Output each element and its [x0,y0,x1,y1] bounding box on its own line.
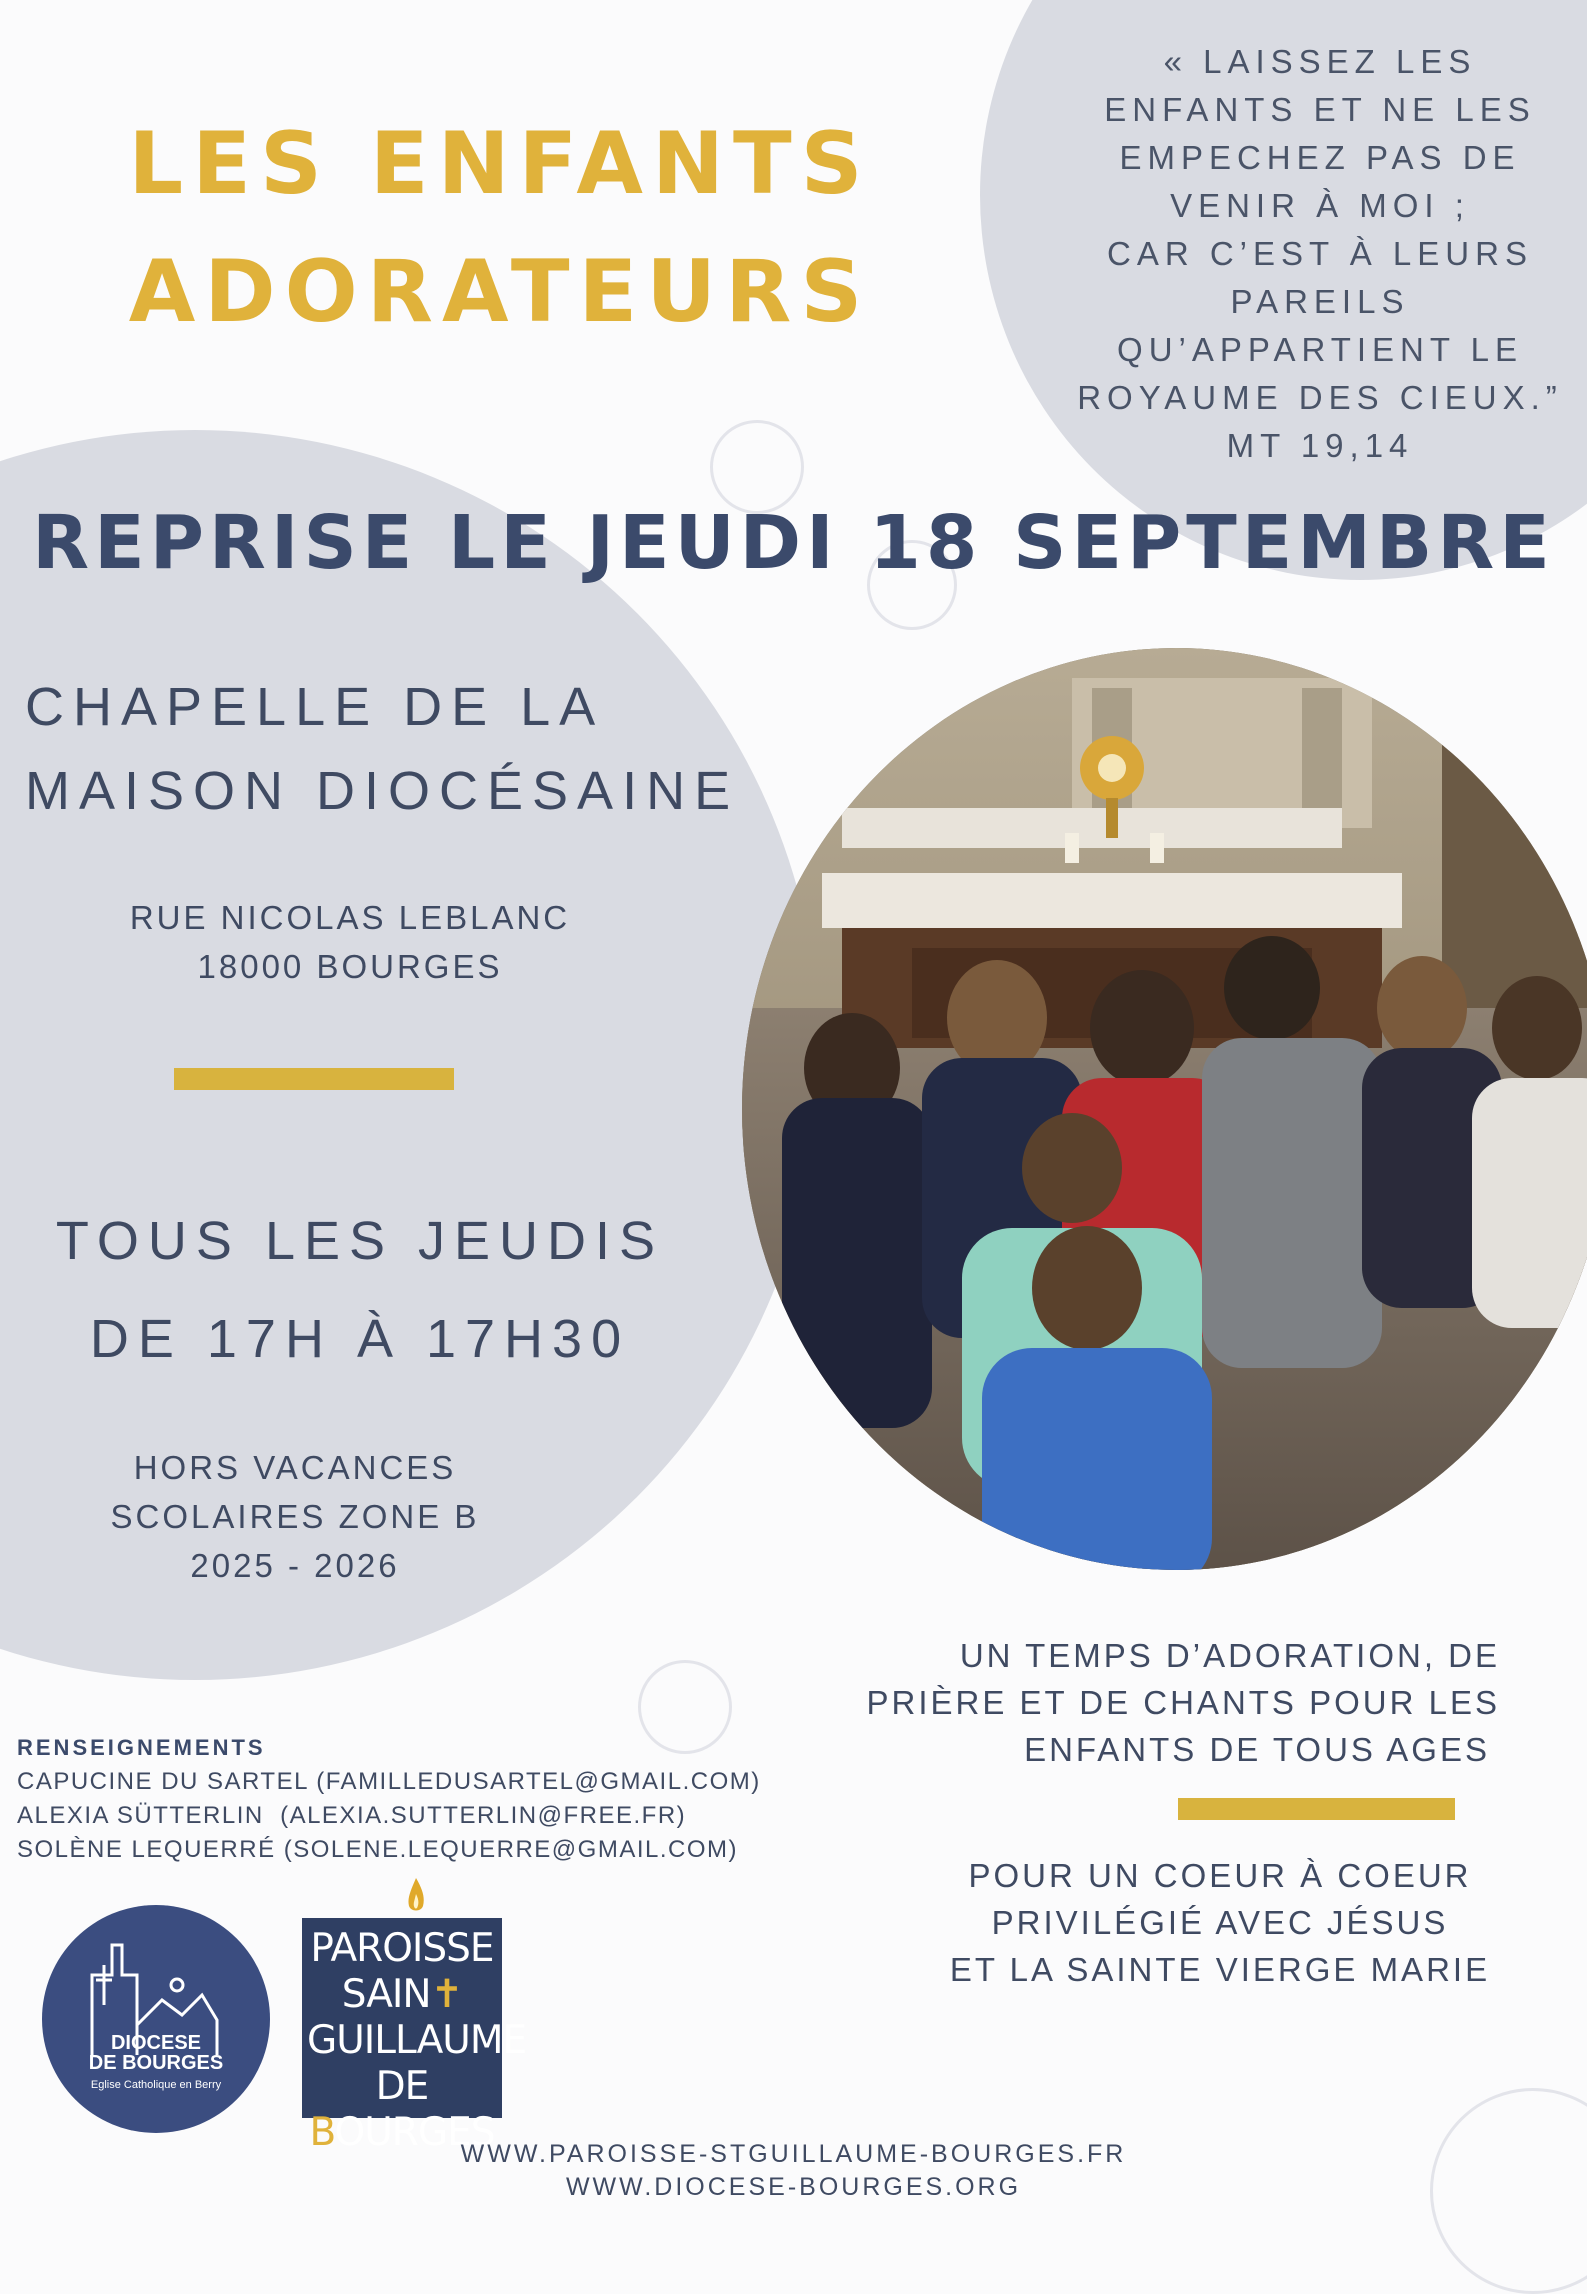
website-link[interactable]: WWW.DIOCESE-BOURGES.ORG [565,2173,1022,2201]
contacts-heading: RENSEIGNEMENTS [17,1735,266,1760]
diocese-line-1: DIOCESE [110,2032,202,2054]
paroisse-letter-b: B [309,2110,335,2155]
quote-line: QU’APPARTIENT LE [1117,331,1523,368]
quote-line: ROYAUME DES CIEUX.” [1077,379,1563,416]
holiday-exceptions [60,1443,530,1590]
purpose-line-1: POUR UN COEUR À COEUR [968,1857,1472,1894]
location-line-2: MAISON DIOCÉSAINE [25,761,740,821]
quote-line: « LAISSEZ LES [1163,43,1477,80]
quote-line: EMPECHEZ PAS DE [1119,139,1521,176]
contact-item[interactable]: CAPUCINE DU SARTEL (FAMILLEDUSARTEL@GMAIL.COM) [17,1768,761,1795]
location-line-1: CHAPELLE DE LA [25,677,605,737]
divider-bar [1178,1798,1455,1820]
contacts-list [17,1765,761,1867]
schedule [30,1192,690,1388]
schedule-line-2: DE 17H À 17H30 [89,1309,631,1369]
schedule-line-1: TOUS LES JEUDIS [55,1211,665,1271]
title-line-2: ADORATEURS [128,242,872,342]
quote-line: VENIR À MOI ; [1170,187,1470,224]
diocese-line-2: DE BOURGES [88,2052,224,2074]
diocese-logo[interactable] [42,1905,270,2133]
deco-ring [638,1660,732,1754]
title-line-1: LES ENFANTS [128,114,872,214]
description-line-2: PRIÈRE ET DE CHANTS POUR LES [866,1684,1500,1721]
exceptions-line-3: 2025 - 2026 [190,1547,400,1584]
reprise-headline: REPRISE LE JEUDI 18 SEPTEMBRE [32,500,1555,586]
paroisse-line-2 [307,1972,497,2018]
bible-quote [1045,38,1587,470]
divider-bar [174,1068,454,1090]
diocese-tagline: Eglise Catholique en Berry [90,2079,222,2091]
exceptions-line-2: SCOLAIRES ZONE B [110,1498,480,1535]
description-line-1: UN TEMPS D’ADORATION, DE [959,1637,1500,1674]
website-link[interactable]: WWW.PAROISSE-STGUILLAUME-BOURGES.FR [460,2140,1127,2168]
location-name [25,665,739,833]
exceptions-line-1: HORS VACANCES [133,1449,457,1486]
quote-line: PAREILS [1230,283,1410,320]
paroisse-line-1: PAROISSE [310,1926,494,1971]
cathedral-icon [42,1905,270,2133]
quote-line: ENFANTS ET NE LES [1104,91,1536,128]
purpose-line-2: PRIVILÉGIÉ AVEC JÉSUS [991,1904,1449,1941]
contact-item[interactable]: ALEXIA SÜTTERLIN (ALEXIA.SUTTERLIN@FREE.FR) [17,1802,687,1829]
adoration-photo [742,648,1587,1570]
address [90,893,610,991]
address-city: 18000 BOURGES [197,948,503,985]
paroisse-line-3: GUILLAUME [307,2018,527,2063]
contact-item[interactable]: SOLÈNE LEQUERRÉ (SOLENE.LEQUERRE@GMAIL.COM) [17,1836,739,1863]
page-title [40,100,960,356]
quote-reference: MT 19,14 [1226,427,1414,464]
purpose-line-3: ET LA SAINTE VIERGE MARIE [949,1951,1491,1988]
description-line-3: ENFANTS DE TOUS AGES [1024,1731,1490,1768]
event-purpose [900,1852,1500,1993]
paroisse-logo[interactable] [302,1918,527,2155]
paroisse-word-sain: SAIN [341,1972,431,2017]
quote-line: CAR C’EST À LEURS [1107,235,1533,272]
event-description [820,1632,1500,1773]
candle-flame-icon [403,1876,429,1916]
address-street: RUE NICOLAS LEBLANC [129,899,571,936]
paroisse-word-de: DE [375,2064,429,2109]
websites [0,2138,1587,2204]
cross-icon: ✝ [430,1972,463,2017]
paroisse-word-ourges: OURGES [334,2110,495,2155]
children-praying-image [742,648,1587,1570]
